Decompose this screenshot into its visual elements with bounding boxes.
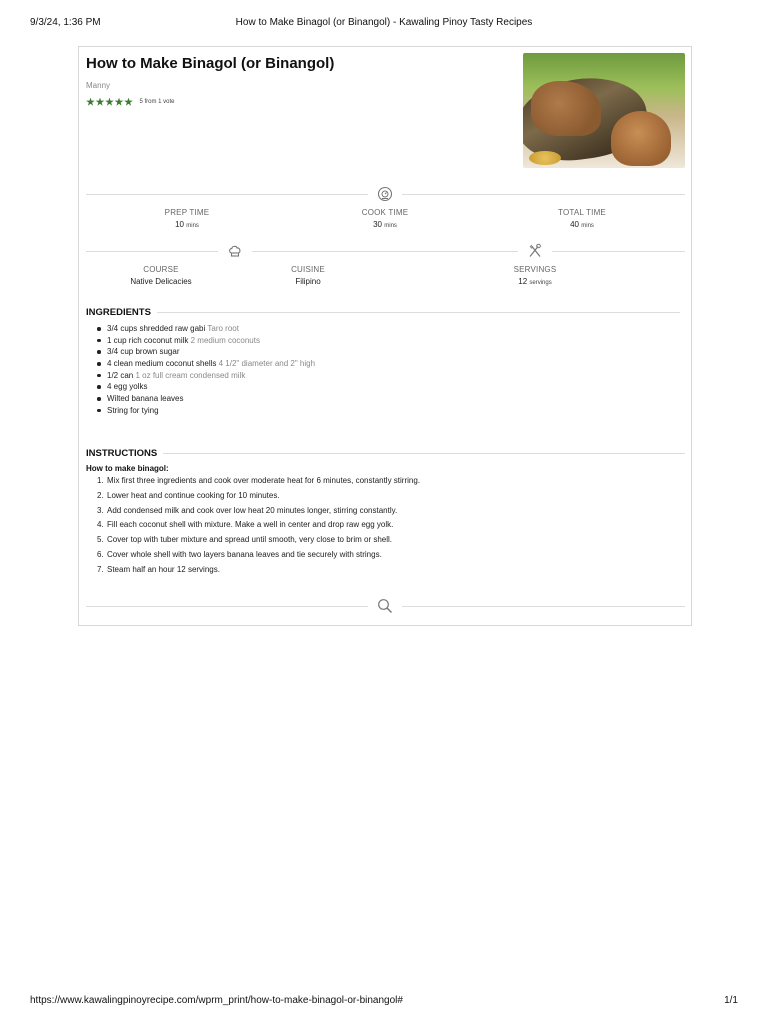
step-number: 4.	[97, 520, 104, 530]
recipe-title: How to Make Binagol (or Binangol)	[86, 55, 335, 72]
star-icon[interactable]	[96, 98, 105, 107]
step-text: Cover whole shell with two layers banana leaves and tie securely with strings.	[107, 549, 382, 559]
ingredients-heading: INGREDIENTS	[86, 307, 157, 318]
cook-time-unit: mins	[384, 223, 397, 229]
print-footer	[30, 995, 738, 1009]
print-page-number: 1/1	[724, 995, 738, 1006]
divider-details	[86, 251, 685, 252]
instruction-step	[97, 535, 420, 550]
prep-time-label: PREP TIME	[164, 208, 210, 217]
course	[81, 265, 241, 286]
instructions-header	[86, 447, 685, 459]
ingredient-item	[107, 371, 315, 383]
instructions-list	[97, 476, 421, 580]
servings-label: SERVINGS	[513, 265, 557, 274]
cuisine-value: Filipino	[295, 277, 321, 286]
cook-time-value: 30 mins	[373, 220, 397, 229]
recipe-card	[78, 46, 692, 626]
servings-unit: servings	[529, 280, 552, 286]
instruction-step	[97, 564, 420, 580]
ingredient-text: 4 egg yolks	[107, 382, 148, 392]
ingredient-text: 1 cup rich coconut milk	[107, 335, 189, 345]
ingredients-header	[86, 306, 680, 318]
cuisine	[228, 265, 388, 286]
rating-text: 5 from 1 vote	[139, 99, 175, 105]
instruction-group-name: How to make binagol:	[86, 464, 169, 473]
step-number: 6.	[97, 549, 104, 559]
ingredients-list	[107, 324, 315, 418]
course-label: COURSE	[143, 265, 179, 274]
ingredient-note: Taro root	[207, 324, 239, 333]
ingredient-text: 4 clean medium coconut shells	[107, 359, 217, 369]
cook-time-label: COOK TIME	[361, 208, 409, 217]
recipe-rating[interactable]	[86, 97, 175, 107]
ingredient-item	[107, 394, 315, 406]
step-text: Fill each coconut shell with mixture. Make a well in center and drop raw egg yolk.	[107, 520, 394, 530]
print-page-title: How to Make Binagol (or Binangol) - Kawaling Pinoy Tasty Recipes	[235, 17, 533, 28]
print-datetime: 9/3/24, 1:36 PM	[30, 17, 101, 28]
instruction-step	[97, 549, 420, 565]
total-time-label: TOTAL TIME	[558, 208, 606, 217]
course-value: Native Delicacies	[130, 277, 192, 286]
utensils-icon	[518, 241, 552, 261]
ingredient-item	[107, 406, 315, 418]
total-time-unit: mins	[581, 223, 594, 229]
servings	[455, 265, 615, 286]
rating-stars[interactable]	[86, 98, 134, 107]
ingredient-note: 1 oz full cream condensed milk	[135, 370, 246, 380]
recipe-photo	[523, 53, 685, 168]
servings-value: 12 servings	[518, 277, 552, 286]
step-number: 7.	[97, 564, 104, 574]
step-text: Mix first three ingredients and cook over moderate heat for 6 minutes, constantly stirring.	[107, 476, 421, 485]
step-text: Cover top with tuber mixture and spread until smooth, very close to brim or shell.	[107, 535, 393, 545]
ingredient-item	[107, 382, 315, 394]
prep-time-unit: mins	[186, 223, 199, 229]
print-url[interactable]: https://www.kawalingpinoyrecipe.com/wprm_print/how-to-make-binagol-or-binangol#	[30, 995, 403, 1006]
ingredient-item	[107, 324, 315, 336]
ingredient-text: 3/4 cups shredded raw gabi	[107, 324, 206, 333]
ingredient-note: 4 1/2" diameter and 2" high	[218, 359, 316, 369]
step-number: 2.	[97, 490, 104, 500]
cuisine-label: CUISINE	[291, 265, 325, 274]
ingredient-text: 3/4 cup brown sugar	[107, 347, 180, 357]
total-time-value: 40 mins	[570, 220, 594, 229]
ingredient-item	[107, 347, 315, 359]
timer-icon	[368, 184, 402, 204]
ingredient-text: Wilted banana leaves	[107, 394, 184, 404]
step-number: 3.	[97, 505, 104, 515]
cook-time	[305, 208, 465, 229]
step-text: Steam half an hour 12 servings.	[107, 564, 220, 574]
step-text: Lower heat and continue cooking for 10 minutes.	[107, 490, 280, 500]
print-header	[30, 17, 738, 31]
instruction-step	[97, 490, 420, 506]
ingredient-item	[107, 336, 315, 348]
star-icon[interactable]	[105, 98, 114, 107]
ingredient-text: String for tying	[107, 405, 159, 415]
ingredient-text: 1/2 can	[107, 370, 134, 380]
prep-time	[107, 208, 267, 229]
star-icon[interactable]	[115, 98, 124, 107]
step-number: 5.	[97, 535, 104, 545]
recipe-author[interactable]: Manny	[86, 81, 111, 90]
step-number: 1.	[97, 476, 104, 485]
star-icon[interactable]	[124, 98, 133, 107]
instructions-heading: INSTRUCTIONS	[86, 448, 163, 459]
instruction-step	[97, 476, 421, 491]
chef-hat-icon	[218, 241, 252, 261]
ingredient-note: 2 medium coconuts	[190, 335, 260, 345]
prep-time-value: 10 mins	[175, 220, 199, 229]
instruction-step	[97, 520, 420, 535]
ingredient-item	[107, 359, 315, 371]
step-text: Add condensed milk and cook over low heat 20 minutes longer, stirring constantly.	[107, 505, 398, 515]
total-time	[502, 208, 662, 229]
search-icon[interactable]	[368, 596, 402, 616]
star-icon[interactable]	[86, 98, 95, 107]
instruction-step	[97, 505, 420, 521]
